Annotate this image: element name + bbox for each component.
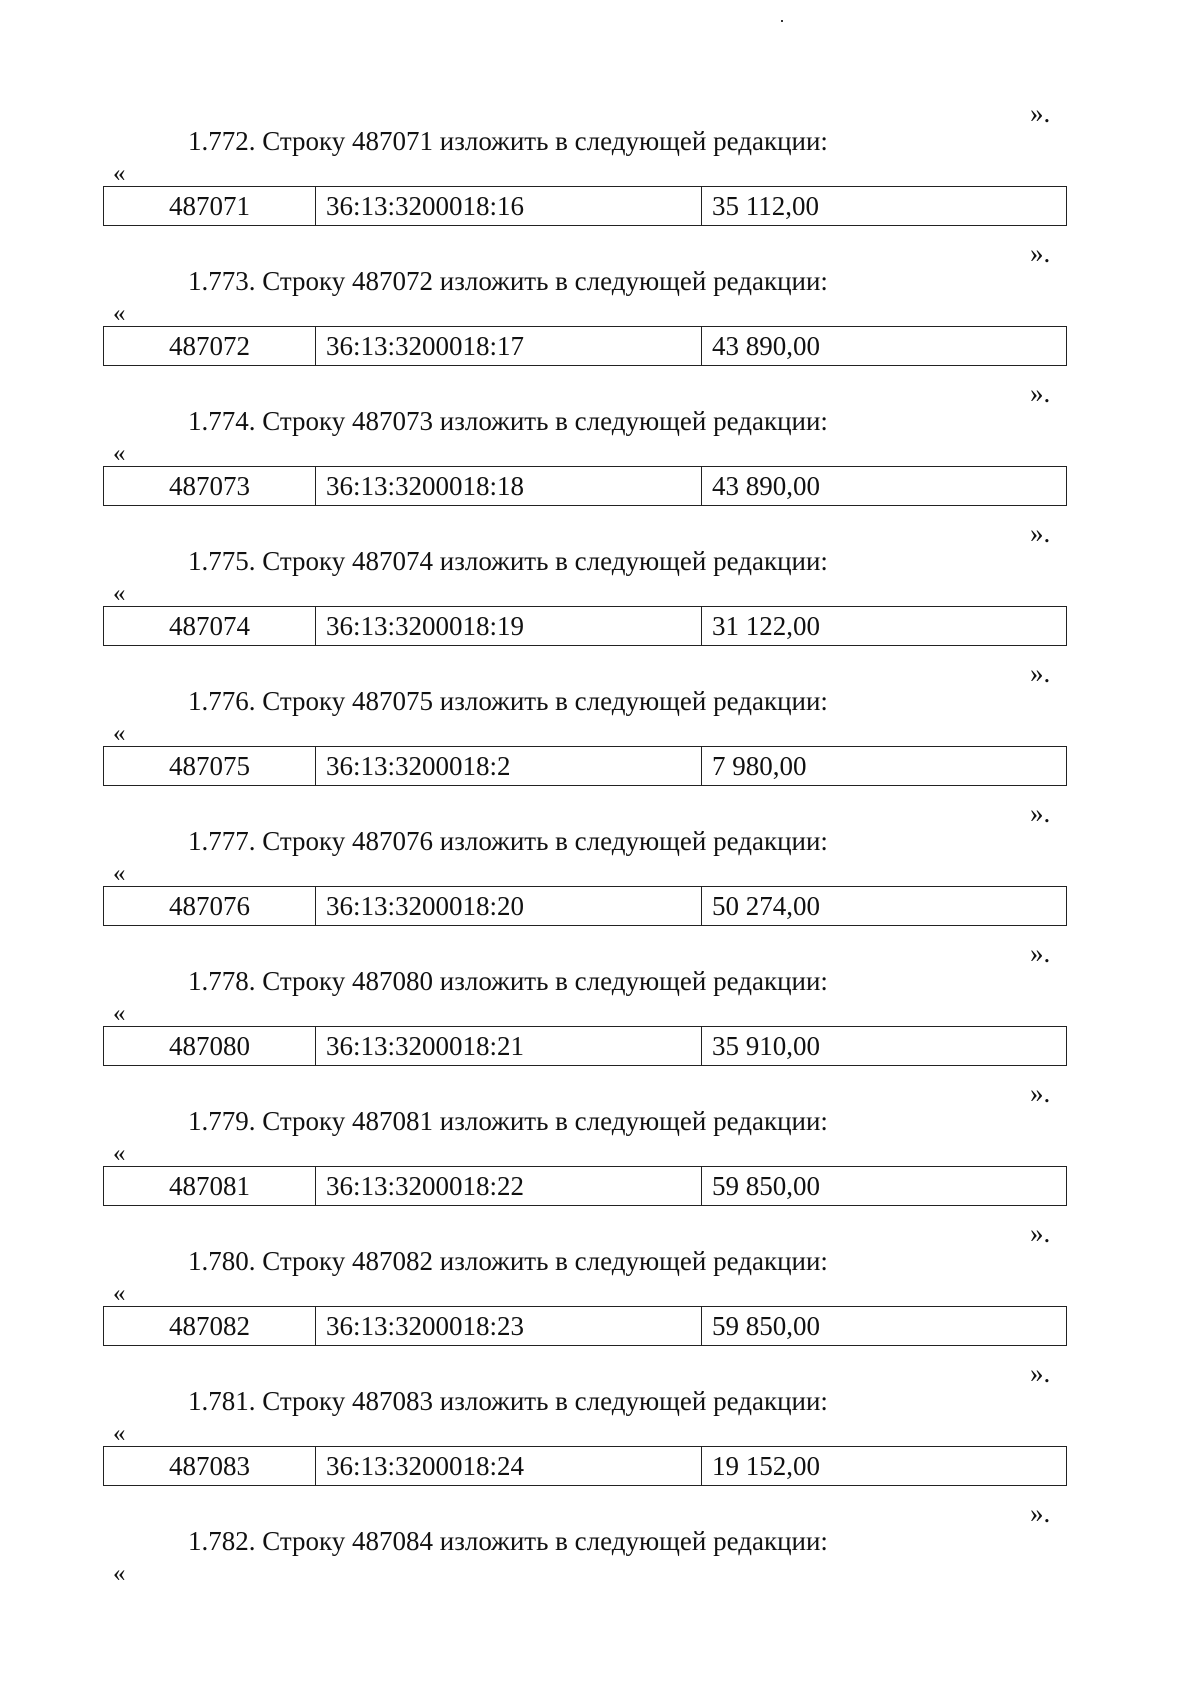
value-cell: 50 274,00 xyxy=(702,887,1067,926)
item-heading: 1.780. Строку 487082 изложить в следующей редакции: xyxy=(188,1246,828,1276)
row-code-cell: 487074 xyxy=(104,607,316,646)
cadastral-number-cell: 36:13:3200018:20 xyxy=(316,887,702,926)
cadastral-number-cell: 36:13:3200018:17 xyxy=(316,327,702,366)
opening-quote: « xyxy=(113,1000,126,1027)
value-cell: 35 112,00 xyxy=(702,187,1067,226)
cadastral-number-cell: 36:13:3200018:16 xyxy=(316,187,702,226)
row-code-cell: 487076 xyxy=(104,887,316,926)
row-code-cell: 487075 xyxy=(104,747,316,786)
amendment-block xyxy=(0,518,1200,700)
closing-quote: ». xyxy=(1030,98,1051,128)
item-heading: 1.778. Строку 487080 изложить в следующей редакции: xyxy=(188,966,828,996)
value-cell: 43 890,00 xyxy=(702,467,1067,506)
row-code-cell: 487081 xyxy=(104,1167,316,1206)
closing-quote: ». xyxy=(1030,1078,1051,1108)
cadastral-number-cell: 36:13:3200018:24 xyxy=(316,1447,702,1486)
item-heading: 1.773. Строку 487072 изложить в следующей редакции: xyxy=(188,266,828,296)
value-cell: 59 850,00 xyxy=(702,1167,1067,1206)
table-row xyxy=(104,747,1067,786)
cadastral-number-cell: 36:13:3200018:19 xyxy=(316,607,702,646)
opening-quote: « xyxy=(113,440,126,467)
value-cell: 35 910,00 xyxy=(702,1027,1067,1066)
opening-quote: « xyxy=(113,860,126,887)
opening-quote: « xyxy=(113,720,126,747)
row-code-cell: 487071 xyxy=(104,187,316,226)
cadastral-number-cell: 36:13:3200018:22 xyxy=(316,1167,702,1206)
row-table xyxy=(103,1446,1067,1486)
row-table xyxy=(103,886,1067,926)
amendment-block xyxy=(0,1078,1200,1260)
row-table xyxy=(103,1026,1067,1066)
row-table xyxy=(103,466,1067,506)
table-row xyxy=(104,1027,1067,1066)
row-table xyxy=(103,746,1067,786)
row-code-cell: 487080 xyxy=(104,1027,316,1066)
amendment-block xyxy=(0,938,1200,1120)
value-cell: 59 850,00 xyxy=(702,1307,1067,1346)
amendment-block xyxy=(0,238,1200,420)
item-heading: 1.775. Строку 487074 изложить в следующей редакции: xyxy=(188,546,828,576)
row-table xyxy=(103,326,1067,366)
closing-quote: ». xyxy=(1030,238,1051,268)
item-heading: 1.772. Строку 487071 изложить в следующей редакции: xyxy=(188,126,828,156)
row-table xyxy=(103,1166,1067,1206)
table-row xyxy=(104,887,1067,926)
opening-quote: « xyxy=(113,1560,126,1587)
item-heading: 1.779. Строку 487081 изложить в следующей редакции: xyxy=(188,1106,828,1136)
item-heading: 1.782. Строку 487084 изложить в следующей редакции: xyxy=(188,1526,828,1556)
amendment-block-final xyxy=(0,1498,1200,1680)
item-heading: 1.777. Строку 487076 изложить в следующей редакции: xyxy=(188,826,828,856)
table-row xyxy=(104,1307,1067,1346)
closing-quote: ». xyxy=(1030,938,1051,968)
amendment-block xyxy=(0,798,1200,980)
table-row xyxy=(104,1167,1067,1206)
closing-quote: ». xyxy=(1030,1498,1051,1528)
table-row xyxy=(104,607,1067,646)
closing-quote: ». xyxy=(1030,658,1051,688)
item-heading: 1.774. Строку 487073 изложить в следующей редакции: xyxy=(188,406,828,436)
cadastral-number-cell: 36:13:3200018:23 xyxy=(316,1307,702,1346)
opening-quote: « xyxy=(113,1140,126,1167)
value-cell: 19 152,00 xyxy=(702,1447,1067,1486)
row-code-cell: 487082 xyxy=(104,1307,316,1346)
closing-quote: ». xyxy=(1030,518,1051,548)
amendment-block xyxy=(0,378,1200,560)
row-table xyxy=(103,606,1067,646)
amendment-block xyxy=(0,658,1200,840)
row-code-cell: 487083 xyxy=(104,1447,316,1486)
opening-quote: « xyxy=(113,580,126,607)
cadastral-number-cell: 36:13:3200018:2 xyxy=(316,747,702,786)
item-heading: 1.781. Строку 487083 изложить в следующей редакции: xyxy=(188,1386,828,1416)
amendment-block xyxy=(0,98,1200,280)
value-cell: 43 890,00 xyxy=(702,327,1067,366)
row-table xyxy=(103,1306,1067,1346)
row-table xyxy=(103,186,1067,226)
opening-quote: « xyxy=(113,160,126,187)
item-heading: 1.776. Строку 487075 изложить в следующей редакции: xyxy=(188,686,828,716)
table-row xyxy=(104,467,1067,506)
closing-quote: ». xyxy=(1030,378,1051,408)
amendment-block xyxy=(0,1218,1200,1400)
table-row xyxy=(104,1447,1067,1486)
cadastral-number-cell: 36:13:3200018:18 xyxy=(316,467,702,506)
row-code-cell: 487073 xyxy=(104,467,316,506)
amendment-block xyxy=(0,1358,1200,1540)
table-row xyxy=(104,187,1067,226)
value-cell: 31 122,00 xyxy=(702,607,1067,646)
closing-quote: ». xyxy=(1030,798,1051,828)
closing-quote: ». xyxy=(1030,1218,1051,1248)
cadastral-number-cell: 36:13:3200018:21 xyxy=(316,1027,702,1066)
table-row xyxy=(104,327,1067,366)
closing-quote: ». xyxy=(1030,1358,1051,1388)
opening-quote: « xyxy=(113,1420,126,1447)
row-code-cell: 487072 xyxy=(104,327,316,366)
scan-speck xyxy=(781,20,783,22)
opening-quote: « xyxy=(113,1280,126,1307)
value-cell: 7 980,00 xyxy=(702,747,1067,786)
opening-quote: « xyxy=(113,300,126,327)
